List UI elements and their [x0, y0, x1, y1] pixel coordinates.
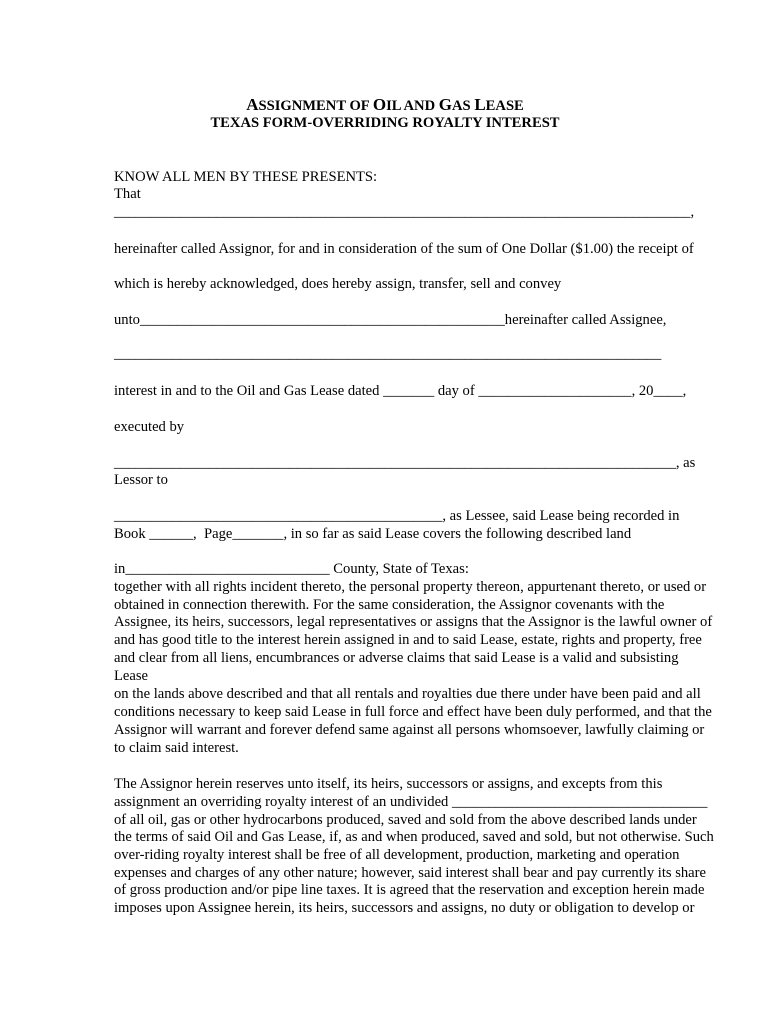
- paragraph-2-line-7: of gross production and/or pipe line taxes. It is agreed that the reservation and exception herein made: [114, 882, 705, 898]
- county-line: in____________________________ County, State of Texas:: [114, 561, 469, 577]
- paragraph-2-line-8: imposes upon Assignee herein, its heirs, successors and assigns, no duty or obligation to develop or: [114, 900, 695, 916]
- title-part-2: IL AND: [386, 98, 439, 114]
- executed-by-line: executed by: [114, 419, 185, 435]
- salutation-line: KNOW ALL MEN BY THESE PRESENTS:: [114, 169, 378, 185]
- paragraph-1-line-9: Assignor will warrant and forever defend same against all persons whomsoever, lawfully claiming or: [114, 722, 705, 738]
- paragraph-1-line-8: conditions necessary to keep said Lease in full force and effect have been duly performed, and that the: [114, 704, 712, 720]
- lease-date-line: interest in and to the Oil and Gas Lease dated _______ day of _____________________, 20____,: [114, 383, 687, 399]
- assignee-blank: ___________________________________________________________________________: [114, 346, 662, 362]
- paragraph-1-line-5: and clear from all liens, encumbrances or adverse claims that said Lease is a valid and subsisting: [114, 650, 679, 666]
- paragraph-1-line-3: Assignee, its heirs, successors, legal representatives or assigns that the Assignor is the lawful owner of: [114, 614, 713, 630]
- paragraph-1-line-7: on the lands above described and that all rentals and royalties due there under have been paid and all: [114, 686, 701, 702]
- document-title: [0, 96, 770, 115]
- paragraph-2-line-5: over-riding royalty interest shall be free of all development, production, marketing and operation: [114, 847, 680, 863]
- lessor-blank: _____________________________________________________________________________, as: [114, 455, 696, 471]
- title-part-3: AS: [452, 98, 475, 114]
- document-subtitle: TEXAS FORM-OVERRIDING ROYALTY INTEREST: [210, 115, 560, 131]
- title-part-1: SSIGNMENT OF: [258, 98, 373, 114]
- assignee-line: unto__________________________________________________hereinafter called Assignee,: [114, 312, 667, 328]
- paragraph-1-line-4: and has good title to the interest herein assigned in and to said Lease, estate, rights and property, free: [114, 632, 702, 648]
- title-cap-o: O: [372, 95, 387, 114]
- lessee-line: _____________________________________________, as Lessee, said Lease being recorded in: [114, 508, 680, 524]
- book-page-line: Book ______, Page_______, in so far as said Lease covers the following described land: [114, 526, 632, 542]
- title-part-4: EASE: [485, 98, 524, 114]
- paragraph-2-line-4: the terms of said Oil and Gas Lease, if, as and when produced, saved and sold, but not otherwise. Such: [114, 829, 714, 845]
- paragraph-2-line-3: of all oil, gas or other hydrocarbons produced, saved and sold from the above described lands under: [114, 812, 697, 828]
- consideration-line: hereinafter called Assignor, for and in consideration of the sum of One Dollar ($1.00) the receipt of: [114, 241, 694, 257]
- that-line: That: [114, 186, 141, 202]
- lessor-to-line: Lessor to: [114, 472, 168, 488]
- paragraph-2-line-6: expenses and charges of any other nature; however, said interest shall bear and pay currently its share: [114, 865, 707, 881]
- paragraph-2-line-1: The Assignor herein reserves unto itself, its heirs, successors or assigns, and excepts from this: [114, 776, 663, 792]
- assignor-name-blank: _______________________________________________________________________________,: [114, 204, 695, 220]
- title-cap-a: A: [246, 95, 259, 114]
- paragraph-2-line-2: assignment an overriding royalty interest of an undivided ___________________________________: [114, 794, 708, 810]
- paragraph-1-line-10: to claim said interest.: [114, 740, 239, 756]
- paragraph-1-line-6: Lease: [114, 668, 149, 684]
- title-cap-g: G: [438, 95, 453, 114]
- acknowledged-line: which is hereby acknowledged, does hereby assign, transfer, sell and convey: [114, 276, 562, 292]
- paragraph-1-line-1: together with all rights incident thereto, the personal property thereon, appurtenant thereto, or used or: [114, 579, 707, 595]
- title-cap-l: L: [474, 95, 486, 114]
- paragraph-1-line-2: obtained in connection therewith. For the same consideration, the Assignor covenants with the: [114, 597, 665, 613]
